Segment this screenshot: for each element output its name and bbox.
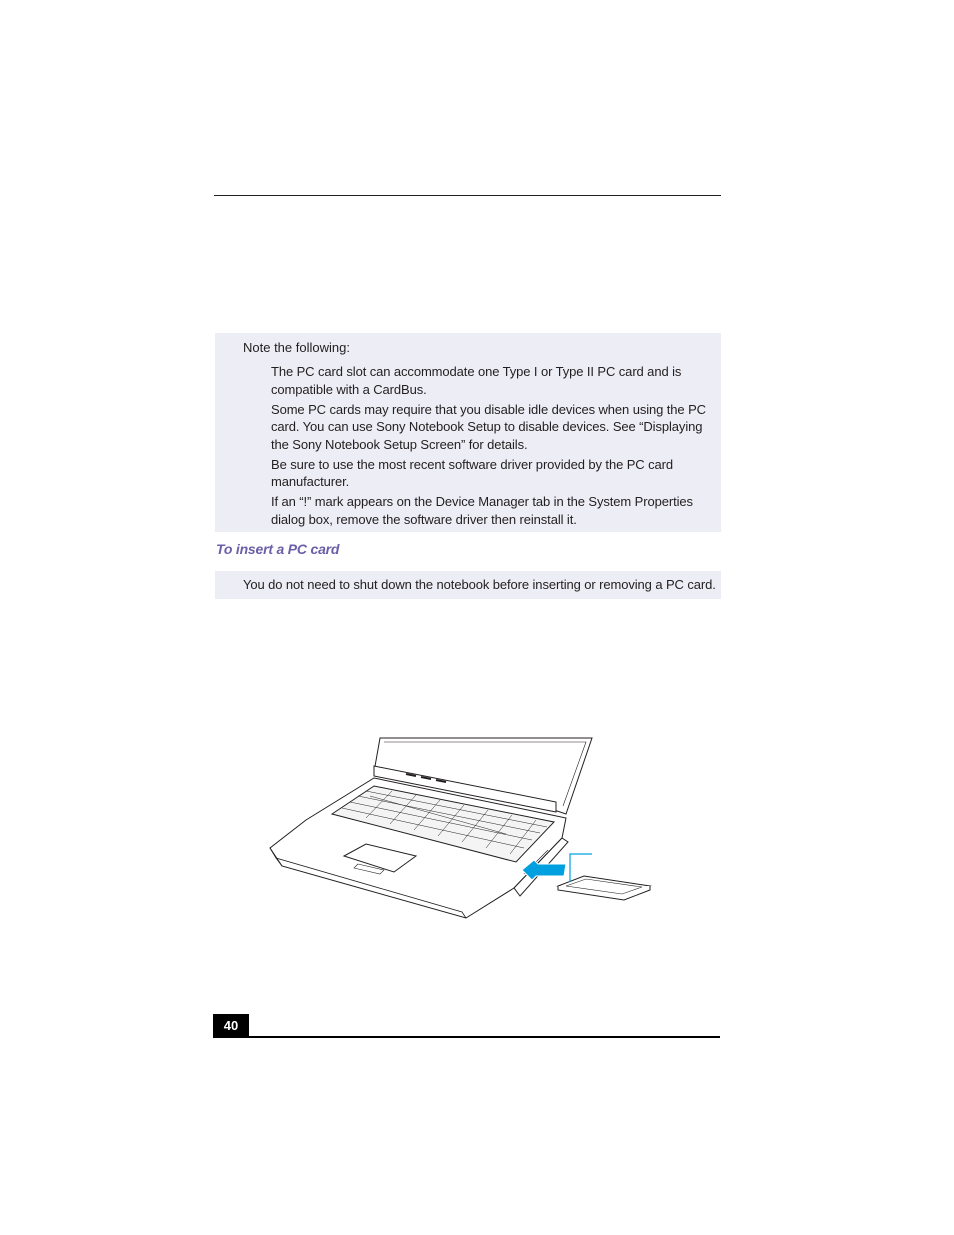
page-number: 40 (213, 1014, 249, 1037)
note-item: If an “!” mark appears on the Device Manager tab in the System Properties dialog box, remove the software driver then reinstall it. (271, 494, 693, 527)
header-rule (214, 195, 721, 196)
footer-rule (213, 1036, 720, 1038)
note-list (271, 363, 717, 531)
note-box (215, 333, 721, 532)
section-heading: To insert a PC card (216, 541, 340, 557)
note-item: The PC card slot can accommodate one Type I or Type II PC card and is compatible with a CardBus. (271, 364, 682, 397)
note-item: Some PC cards may require that you disable idle devices when using the PC card. You can use Sony Notebook Setup to disable devices. See “Displaying the Sony Notebook Setup Screen” for details. (271, 401, 706, 452)
tip-text: You do not need to shut down the notebook before inserting or removing a PC card. (243, 577, 716, 592)
note-lead: Note the following: (243, 340, 350, 355)
laptop-pc-card-illustration (266, 736, 658, 926)
note-item: Be sure to use the most recent software driver provided by the PC card manufacturer. (271, 456, 673, 489)
tip-box (215, 571, 721, 599)
